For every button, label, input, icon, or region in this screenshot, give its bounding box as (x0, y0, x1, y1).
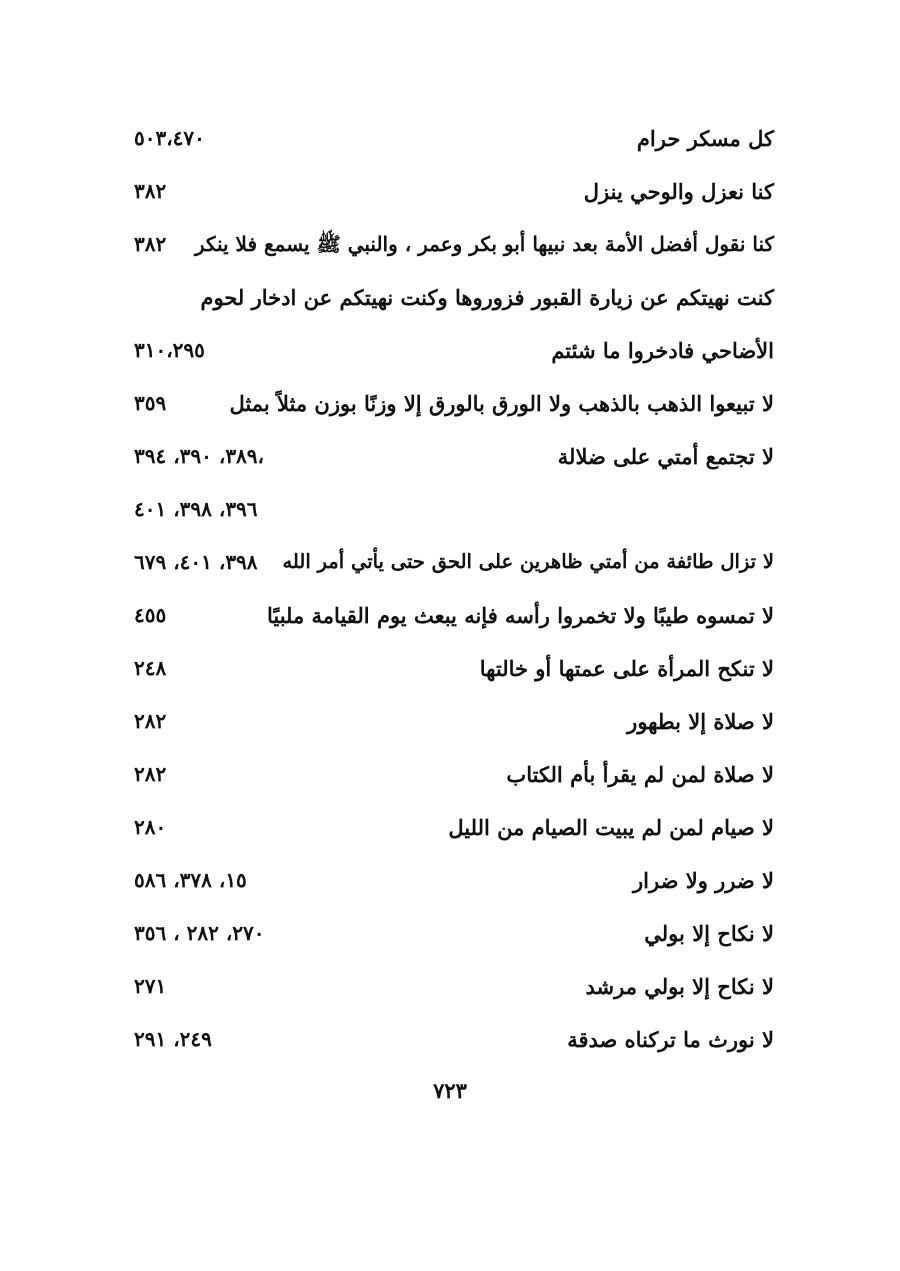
page-references: ١٥، ٣٧٨، ٥٨٦ (134, 868, 247, 892)
page-references: ٢٨٢ (134, 762, 167, 786)
index-entry (0, 383, 900, 436)
hadith-text: كنا نقول أفضل الأمة بعد نبيها أبو بكر وعمر ، والنبي ﷺ يسمع فلا ينكر (194, 232, 774, 256)
page-references: ٣٥٩ (134, 391, 167, 415)
index-entry (0, 913, 900, 966)
index-entry (0, 754, 900, 807)
index-entry (0, 489, 900, 542)
page-references: ٥٠٣،٤٧٠ (134, 126, 205, 150)
index-entry (0, 224, 900, 277)
hadith-text: لا تزال طائفة من أمتي ظاهرين على الحق حتى يأتي أمر الله (282, 550, 774, 573)
page-references: ٣٩٨، ٤٠١، ٦٧٩ (134, 550, 258, 574)
hadith-text: لا تبيعوا الذهب بالذهب ولا الورق بالورق إلا وزنًا بوزن مثلاً بمثل (229, 391, 774, 416)
hadith-text: كل مسكر حرام (636, 126, 774, 151)
index-entry (0, 330, 900, 383)
page-references: ٢٤٨ (134, 656, 167, 680)
index-entry (0, 595, 900, 648)
page-references: ٣٨٩، ٣٩٠، ٣٩٤، (134, 444, 265, 468)
hadith-text: كنا نعزل والوحي ينزل (583, 179, 774, 204)
index-entry (0, 277, 900, 330)
page-references: ٣٩٦، ٣٩٨، ٤٠١ (134, 497, 258, 521)
hadith-text: لا تجتمع أمتي على ضلالة (557, 444, 774, 469)
index-entry (0, 171, 900, 224)
hadith-text: لا نكاح إلا بولي مرشد (585, 974, 774, 999)
index-entry (0, 966, 900, 1019)
hadith-text: لا صلاة لمن لم يقرأ بأم الكتاب (506, 762, 774, 787)
page-references: ٣١٠،٢٩٥ (134, 338, 205, 362)
index-entry (0, 1019, 900, 1072)
hadith-text: لا تنكح المرأة على عمتها أو خالتها (479, 656, 774, 681)
page-references: ٢٤٩، ٢٩١ (134, 1027, 212, 1051)
index-entry (0, 860, 900, 913)
hadith-text: لا صيام لمن لم يبيت الصيام من الليل (448, 815, 774, 840)
index-entry (0, 118, 900, 171)
page-references: ٣٨٢ (134, 179, 167, 203)
hadith-text: لا نورث ما تركناه صدقة (567, 1027, 774, 1052)
hadith-text: لا ضرر ولا ضرار (633, 868, 774, 893)
page-references: ٤٥٥ (134, 603, 167, 627)
page-references: ٢٧٠، ٢٨٢ ، ٣٥٦ (134, 921, 265, 945)
hadith-text: لا نكاح إلا بولي (644, 921, 774, 946)
hadith-text: لا تمسوه طيبًا ولا تخمروا رأسه فإنه يبعث يوم القيامة ملبيًا (266, 603, 774, 628)
index-entry (0, 701, 900, 754)
page-references: ٣٨٢ (134, 232, 167, 256)
hadith-index-list (0, 118, 900, 1072)
hadith-text: لا صلاة إلا بطهور (627, 709, 774, 734)
hadith-text: الأضاحي فادخروا ما شئتم (551, 338, 774, 363)
page-references: ٢٧١ (134, 974, 167, 998)
index-entry (0, 436, 900, 489)
index-entry (0, 807, 900, 860)
index-entry (0, 648, 900, 701)
index-entry (0, 542, 900, 595)
page-references: ٢٨٢ (134, 709, 167, 733)
page-number: ٧٢٣ (433, 1078, 467, 1103)
page-references: ٢٨٠ (134, 815, 167, 839)
hadith-text: كنت نهيتكم عن زيارة القبور فزوروها وكنت نهيتكم عن ادخار لحوم (200, 285, 774, 310)
